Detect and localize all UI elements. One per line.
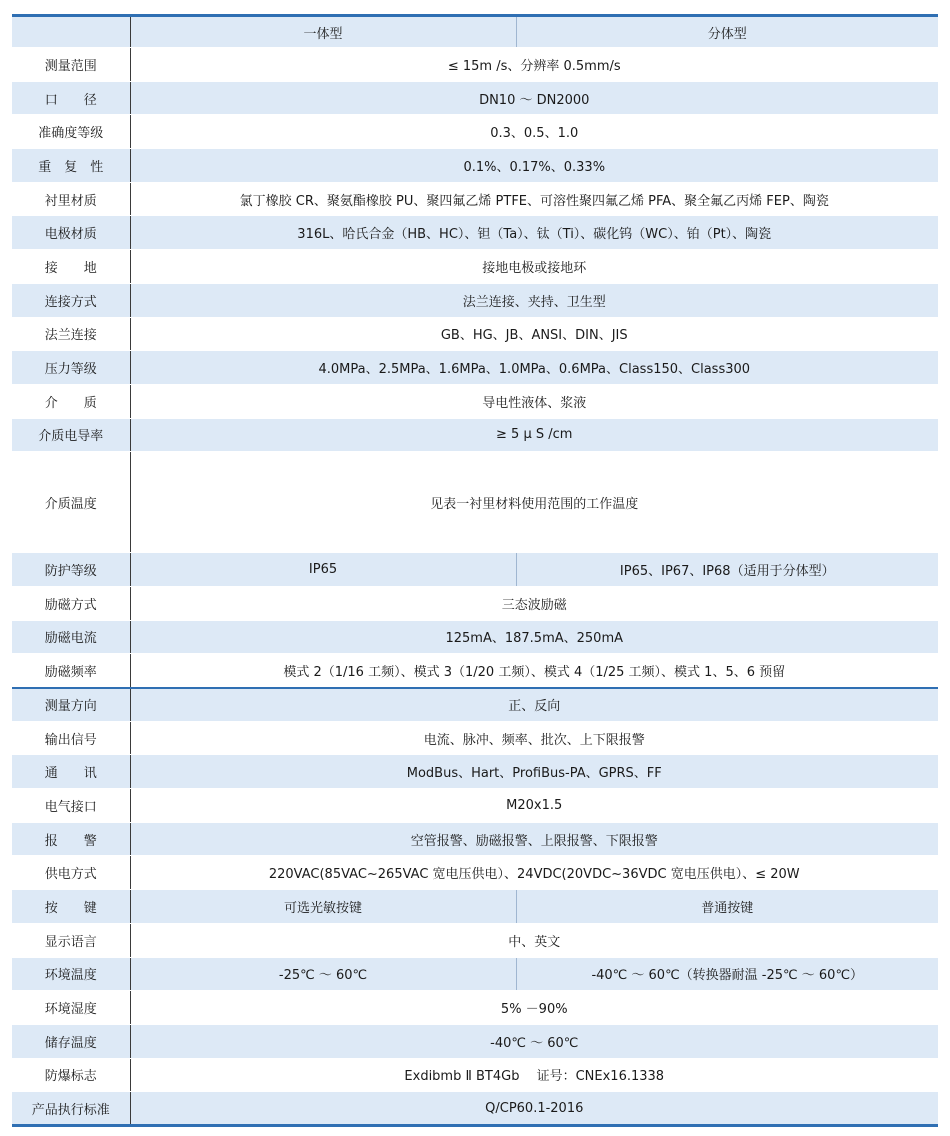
row-label: 防爆标志: [12, 1058, 130, 1092]
table-row: [12, 822, 938, 856]
row-value: 导电性液体、浆液: [130, 384, 938, 418]
row-label: 产品执行标准: [12, 1092, 130, 1126]
row-value-split: -40℃ ～ 60℃（转换器耐温 -25℃ ～ 60℃）: [516, 957, 938, 991]
table-row: [12, 923, 938, 957]
row-label: 励磁电流: [12, 620, 130, 654]
row-label: 励磁频率: [12, 654, 130, 688]
row-label: 连接方式: [12, 283, 130, 317]
table-row: [12, 1092, 938, 1126]
table-row: [12, 721, 938, 755]
table-row: [12, 620, 938, 654]
row-label: 介 质: [12, 384, 130, 418]
table-row: [12, 654, 938, 688]
row-value: -40℃ ～ 60℃: [130, 1024, 938, 1058]
row-label: 储存温度: [12, 1024, 130, 1058]
table-row: [12, 351, 938, 385]
row-value: 空管报警、励磁报警、上限报警、下限报警: [130, 822, 938, 856]
row-label: 显示语言: [12, 923, 130, 957]
table-row: [12, 688, 938, 722]
row-value: 氯丁橡胶 CR、聚氨酯橡胶 PU、聚四氟乙烯 PTFE、可溶性聚四氟乙烯 PFA、聚全氟乙丙烯 FEP、陶瓷: [130, 182, 938, 216]
row-value: 见表一衬里材料使用范围的工作温度: [130, 452, 938, 553]
table-row: [12, 957, 938, 991]
row-value: 0.3、0.5、1.0: [130, 115, 938, 149]
row-value: 220VAC(85VAC~265VAC 宽电压供电）、24VDC(20VDC~36VDC 宽电压供电）、≤ 20W: [130, 856, 938, 890]
table-header-row: [12, 16, 938, 48]
row-value: ≥ 5 μ S /cm: [130, 418, 938, 452]
row-value-split: IP65、IP67、IP68（适用于分体型）: [516, 553, 938, 587]
row-value: Exdibmb Ⅱ BT4Gb 证号：CNEx16.1338: [130, 1058, 938, 1092]
header-split: 分体型: [516, 16, 938, 48]
row-value: DN10 ～ DN2000: [130, 81, 938, 115]
table-row: [12, 418, 938, 452]
row-label: 输出信号: [12, 721, 130, 755]
table-row: [12, 48, 938, 82]
row-label: 重 复 性: [12, 149, 130, 183]
table-row: [12, 789, 938, 823]
row-label: 防护等级: [12, 553, 130, 587]
table-row: [12, 81, 938, 115]
row-label: 按 键: [12, 890, 130, 924]
row-label: 电气接口: [12, 789, 130, 823]
table-row: [12, 586, 938, 620]
row-value: GB、HG、JB、ANSI、DIN、JIS: [130, 317, 938, 351]
table-row: [12, 1058, 938, 1092]
row-label: 电极材质: [12, 216, 130, 250]
table-row: [12, 384, 938, 418]
row-label: 环境湿度: [12, 991, 130, 1025]
table-row: [12, 856, 938, 890]
row-value: Q/CP60.1-2016: [130, 1092, 938, 1126]
table-row: [12, 755, 938, 789]
table-row: [12, 890, 938, 924]
row-value-integrated: IP65: [130, 553, 516, 587]
row-value-integrated: -25℃ ～ 60℃: [130, 957, 516, 991]
table-row: [12, 149, 938, 183]
row-label: 介质温度: [12, 452, 130, 553]
row-label: 测量范围: [12, 48, 130, 82]
table-row: [12, 317, 938, 351]
row-value: 0.1%、0.17%、0.33%: [130, 149, 938, 183]
row-value: 316L、哈氏合金（HB、HC）、钽（Ta）、钛（Ti）、碳化钨（WC）、铂（Pt）、陶瓷: [130, 216, 938, 250]
header-integrated: 一体型: [130, 16, 516, 48]
table-row: [12, 182, 938, 216]
row-label: 压力等级: [12, 351, 130, 385]
table-row: [12, 283, 938, 317]
row-value-split: 普通按键: [516, 890, 938, 924]
row-label: 测量方向: [12, 688, 130, 722]
row-value: 4.0MPa、2.5MPa、1.6MPa、1.0MPa、0.6MPa、Class150、Class300: [130, 351, 938, 385]
row-value-integrated: 可选光敏按键: [130, 890, 516, 924]
row-value: 中、英文: [130, 923, 938, 957]
row-label: 励磁方式: [12, 586, 130, 620]
row-value: 模式 2（1/16 工频）、模式 3（1/20 工频）、模式 4（1/25 工频）、模式 1、5、6 预留: [130, 654, 938, 688]
table-row: [12, 452, 938, 553]
row-value: M20x1.5: [130, 789, 938, 823]
row-value: 法兰连接、夹持、卫生型: [130, 283, 938, 317]
table-row: [12, 1024, 938, 1058]
row-label: 接 地: [12, 250, 130, 284]
row-value: 三态波励磁: [130, 586, 938, 620]
row-label: 口 径: [12, 81, 130, 115]
row-label: 环境温度: [12, 957, 130, 991]
table-row: [12, 216, 938, 250]
row-label: 准确度等级: [12, 115, 130, 149]
row-label: 介质电导率: [12, 418, 130, 452]
table-row: [12, 991, 938, 1025]
row-label: 法兰连接: [12, 317, 130, 351]
table-row: [12, 553, 938, 587]
row-value: ≤ 15m /s、分辨率 0.5mm/s: [130, 48, 938, 82]
row-label: 衬里材质: [12, 182, 130, 216]
row-value: 接地电极或接地环: [130, 250, 938, 284]
header-blank-cell: [12, 16, 130, 48]
table-row: [12, 115, 938, 149]
row-label: 报 警: [12, 822, 130, 856]
row-value: 电流、脉冲、频率、批次、上下限报警: [130, 721, 938, 755]
spec-table: [12, 14, 938, 1127]
row-value: 5% －90%: [130, 991, 938, 1025]
row-label: 供电方式: [12, 856, 130, 890]
row-value: ModBus、Hart、ProfiBus-PA、GPRS、FF: [130, 755, 938, 789]
row-label: 通 讯: [12, 755, 130, 789]
table-row: [12, 250, 938, 284]
row-value: 125mA、187.5mA、250mA: [130, 620, 938, 654]
row-value: 正、反向: [130, 688, 938, 722]
